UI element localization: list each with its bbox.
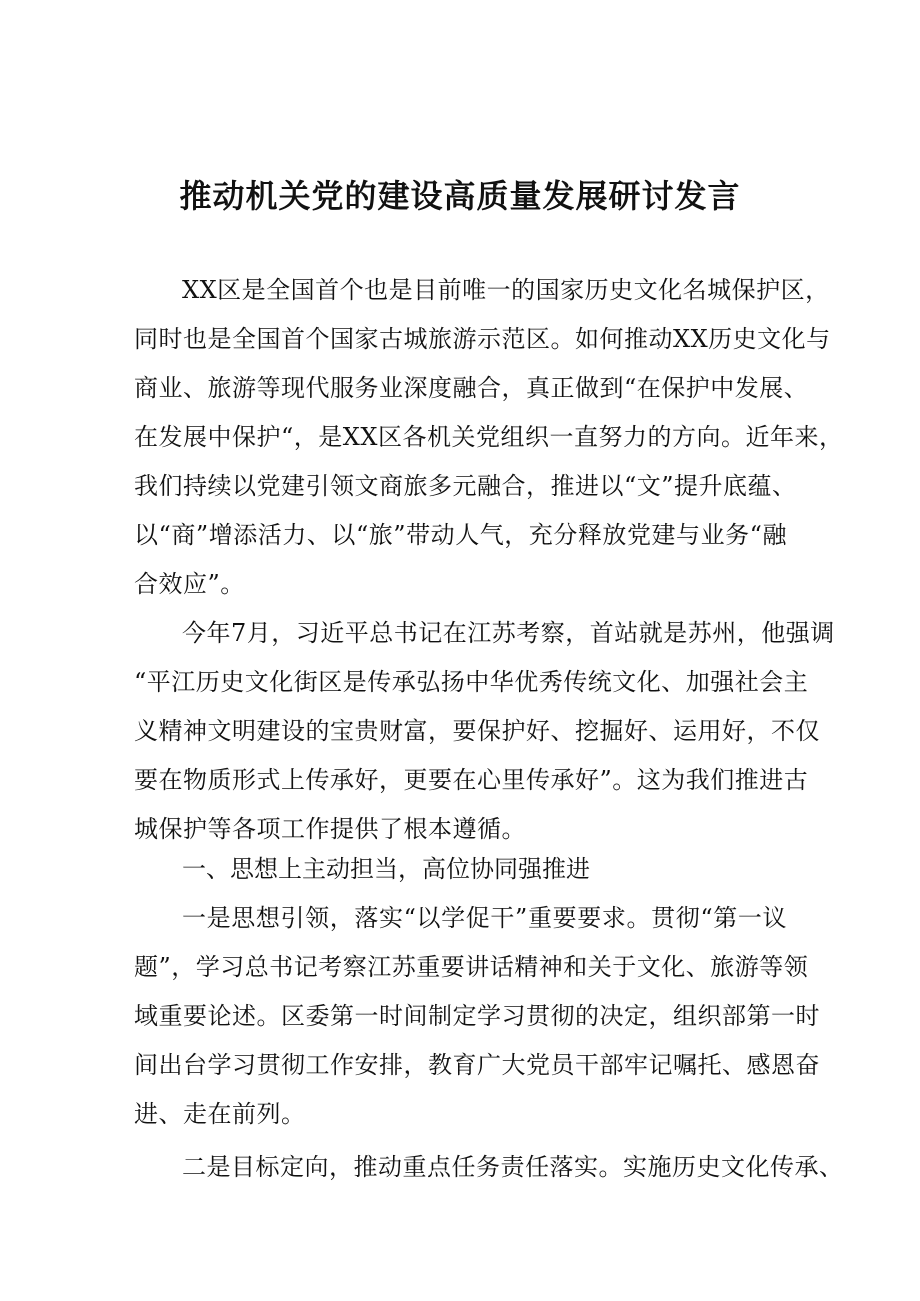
paragraph-line: 二是目标定向，推动重点任务责任落实。实施历史文化传承、 xyxy=(182,1153,844,1181)
paragraph-line: 今年7月，习近平总书记在江苏考察，首站就是苏州，他强调 xyxy=(182,619,835,647)
paragraph-line: 以“商”增添活力、以“旅”带动人气，充分释放党建与业务“融 xyxy=(134,521,787,549)
paragraph-line: 城保护等各项工作提供了根本遵循。 xyxy=(134,815,526,843)
paragraph-line: 商业、旅游等现代服务业深度融合，真正做到“在保护中发展、 xyxy=(134,374,809,402)
paragraph-line: 进、走在前列。 xyxy=(134,1100,306,1128)
section-heading: 一、思想上主动担当，高位协同强推进 xyxy=(182,855,590,883)
paragraph-line: 一是思想引领，落实“以学促干”重要要求。贯彻“第一议 xyxy=(182,904,787,932)
document-title: 推动机关党的建设高质量发展研讨发言 xyxy=(179,177,741,215)
paragraph-line: 域重要论述。区委第一时间制定学习贯彻的决定，组织部第一时 xyxy=(134,1002,820,1030)
paragraph-line: 要在物质形式上传承好，更要在心里传承好”。这为我们推进古 xyxy=(134,766,809,794)
paragraph-line: “平江历史文化街区是传承弘扬中华优秀传统文化、加强社会主 xyxy=(134,668,809,696)
paragraph-line: 题”，学习总书记考察江苏重要讲话精神和关于文化、旅游等领 xyxy=(134,953,809,981)
paragraph-line: 在发展中保护“，是XX区各机关党组织一直努力的方向。近年来， xyxy=(134,423,844,451)
paragraph-line: 同时也是全国首个国家古城旅游示范区。如何推动XX历史文化与 xyxy=(134,325,831,353)
paragraph-line: 我们持续以党建引领文商旅多元融合，推进以“文”提升底蕴、 xyxy=(134,472,797,500)
paragraph-line: 义精神文明建设的宝贵财富，要保护好、挖掘好、运用好，不仅 xyxy=(134,717,820,745)
paragraph-line: 合效应”。 xyxy=(134,570,245,598)
paragraph-line: 间出台学习贯彻工作安排，教育广大党员干部牢记嘱托、感恩奋 xyxy=(134,1051,820,1079)
paragraph-line: XX区是全国首个也是目前唯一的国家历史文化名城保护区， xyxy=(182,276,830,304)
